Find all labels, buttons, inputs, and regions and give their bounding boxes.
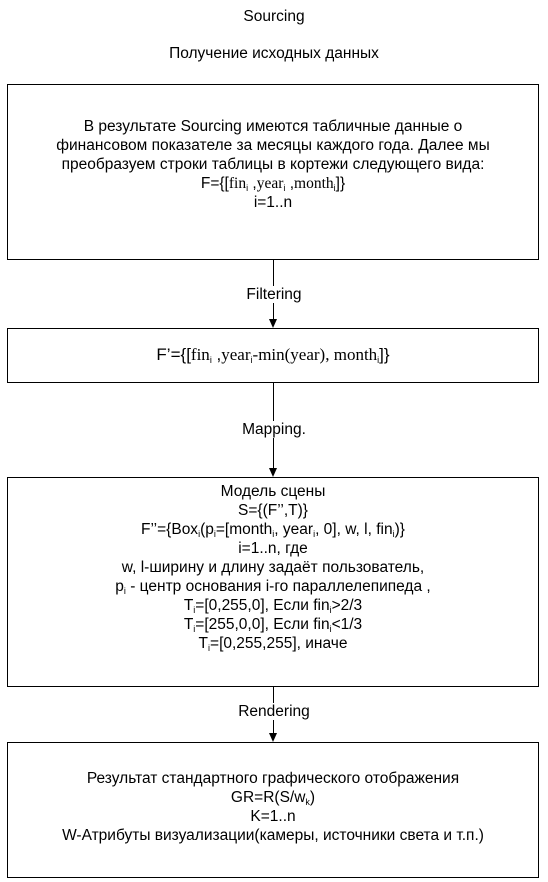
- t-red-value: =[255,0,0], Если fin: [195, 616, 330, 633]
- scene-t-red: [8, 615, 538, 634]
- sourcing-formula: [8, 174, 538, 193]
- subscript-i: i: [213, 529, 216, 539]
- filtering-label-wrap: [0, 286, 548, 304]
- filtering-label: Filtering: [246, 286, 302, 303]
- scene-formula-s: S={(F’’,T)}: [238, 502, 308, 519]
- formula-comma: ,: [248, 175, 257, 192]
- t-red-cond: <1/3: [331, 616, 363, 633]
- subscript-i: i: [392, 529, 395, 539]
- subscript-i: i: [208, 643, 211, 653]
- t-cyan-value: =[0,255,255], иначе: [210, 635, 348, 652]
- subscript-i: i: [333, 183, 336, 193]
- formula-comma: ,: [285, 175, 295, 192]
- subscript-i: i: [329, 624, 332, 634]
- subscript-i: i: [250, 355, 253, 365]
- formula-year: year: [221, 345, 251, 364]
- filtering-formula: [8, 345, 538, 364]
- subscript-i: i: [193, 624, 196, 634]
- t-symbol: T: [183, 597, 194, 614]
- f-part-b: (p: [200, 521, 214, 538]
- f-part-d: , year: [274, 521, 314, 538]
- p-desc: - центр основания i-го параллелепипеда ,: [125, 578, 431, 595]
- scene-wl-desc: w, l-ширину и длину задаёт пользователь,: [121, 559, 425, 576]
- t-green-cond: >2/3: [331, 597, 363, 614]
- rendering-label-wrap: [0, 703, 548, 721]
- formula-fin: fin: [190, 345, 210, 364]
- scene-t-green: [8, 596, 538, 615]
- sourcing-text-line-1: В результате Sourcing имеются табличные данные о: [83, 118, 463, 135]
- rendering-box: [7, 742, 539, 878]
- filtering-box: [7, 328, 539, 383]
- sourcing-range: i=1..n: [253, 194, 293, 211]
- formula-fin: fin: [228, 175, 247, 192]
- rendering-title: Результат стандартного графического отображения: [86, 770, 460, 787]
- subscript-i: i: [198, 529, 201, 539]
- formula-year: year: [256, 175, 284, 192]
- diagram-title: Sourcing: [243, 8, 305, 25]
- rendering-attributes: W-Атрибуты визуализации(камеры, источники света и т.п.): [62, 827, 484, 844]
- subscript-i: i: [209, 355, 212, 365]
- rendering-range: K=1..n: [250, 808, 296, 825]
- t-green-value: =[0,255,0], Если fin: [195, 597, 330, 614]
- scene-model-title: Модель сцены: [220, 483, 326, 500]
- scene-formula-f: [8, 520, 538, 539]
- formula-comma: ,: [211, 345, 222, 364]
- formula-suffix: ]}: [379, 345, 390, 364]
- scene-t-cyan: [8, 634, 538, 653]
- subscript-i: i: [329, 605, 332, 615]
- formula-min-year: -min(year),: [252, 345, 334, 364]
- t-symbol: T: [183, 616, 194, 633]
- subscript-i: i: [246, 183, 249, 193]
- subscript-k: k: [305, 797, 310, 807]
- formula-month: month: [294, 175, 334, 192]
- gr-part-a: GR=R(S/w: [230, 789, 306, 806]
- sourcing-text-line-2: финансовом показателе за месяцы каждого года. Далее мы: [56, 137, 490, 154]
- formula-prefix: F={[: [200, 175, 229, 192]
- formula-month: month: [333, 345, 378, 364]
- subscript-i: i: [193, 605, 196, 615]
- subscript-i: i: [313, 529, 316, 539]
- sourcing-text-line-3: преобразуем строки таблицы в кортежи следующего вида:: [61, 156, 485, 173]
- formula-suffix: ]}: [335, 175, 346, 192]
- t-symbol: T: [198, 635, 209, 652]
- f-part-f: )}: [394, 521, 405, 538]
- diagram-subtitle: Получение исходных данных: [169, 45, 379, 62]
- subscript-i: i: [272, 529, 275, 539]
- rendering-formula: [8, 788, 538, 807]
- sourcing-box: [7, 84, 539, 260]
- mapping-label-wrap: [0, 421, 548, 439]
- mapping-label: Mapping.: [242, 421, 306, 438]
- subscript-i: i: [283, 183, 286, 193]
- scene-p-desc: [8, 577, 538, 596]
- f-part-c: =[month: [215, 521, 273, 538]
- subscript-i: i: [123, 586, 126, 596]
- formula-prefix: F’={[: [156, 345, 191, 364]
- f-part-a: F’’={Box: [141, 521, 199, 538]
- p-symbol: p: [115, 578, 124, 595]
- f-part-e: , 0], w, l, fin: [315, 521, 393, 538]
- scene-range: i=1..n, где: [238, 540, 308, 557]
- gr-part-b: ): [309, 789, 316, 806]
- rendering-label: Rendering: [238, 703, 310, 720]
- scene-model-box: [7, 477, 539, 687]
- subscript-i: i: [377, 355, 380, 365]
